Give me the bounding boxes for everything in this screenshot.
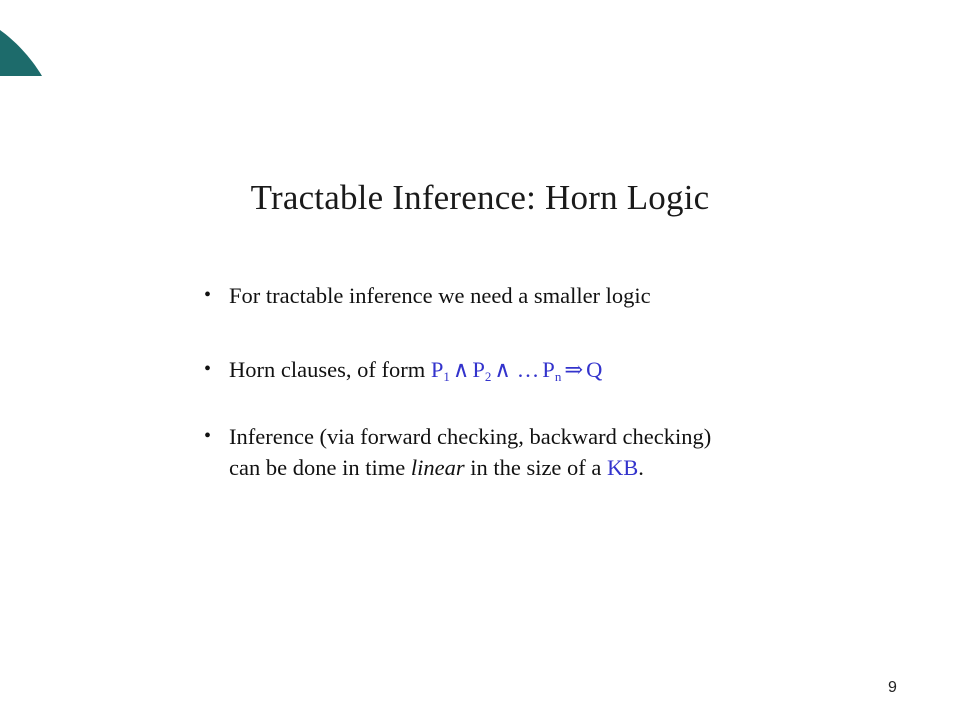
kb-term: KB <box>607 455 639 480</box>
bullet-line-2-text: can be done in time <box>229 455 411 480</box>
formula-p1-subscript: 1 <box>443 369 450 384</box>
formula-p2: P <box>472 357 485 382</box>
formula-p2-subscript: 2 <box>484 369 492 384</box>
emphasis-linear: linear <box>410 455 465 480</box>
formula-and-symbol: ∧ <box>494 357 511 382</box>
formula-ellipsis: … <box>516 357 540 382</box>
formula-and-symbol: ∧ <box>452 357 470 382</box>
bullet-list <box>204 280 824 483</box>
formula-implies-symbol: ⇒ <box>564 357 584 382</box>
bullet-item-horn-clauses <box>204 354 824 385</box>
page-number: 9 <box>888 679 897 696</box>
formula-q: Q <box>586 357 603 382</box>
bullet-line-1: Inference (via forward checking, backward checking) <box>229 424 712 449</box>
formula-p1: P <box>430 357 444 382</box>
bullet-line-2-period: . <box>638 455 644 480</box>
formula-pn-subscript: n <box>554 369 562 384</box>
bullet-text: Horn clauses, of form <box>229 357 431 382</box>
bullet-dot-icon: • <box>204 358 212 380</box>
bullet-text: For tractable inference we need a smaller logic <box>229 283 651 308</box>
formula-pn: P <box>542 357 555 382</box>
horn-clause-formula <box>431 357 603 382</box>
corner-decoration-shape <box>0 30 42 76</box>
bullet-item-smaller-logic <box>204 280 824 311</box>
bullet-item-inference <box>204 421 824 483</box>
bullet-line-2-text: in the size of a <box>464 455 608 480</box>
bullet-dot-icon: • <box>204 284 212 306</box>
corner-decoration <box>0 0 46 76</box>
slide-title: Tractable Inference: Horn Logic <box>250 178 710 217</box>
bullet-dot-icon: • <box>204 425 212 447</box>
